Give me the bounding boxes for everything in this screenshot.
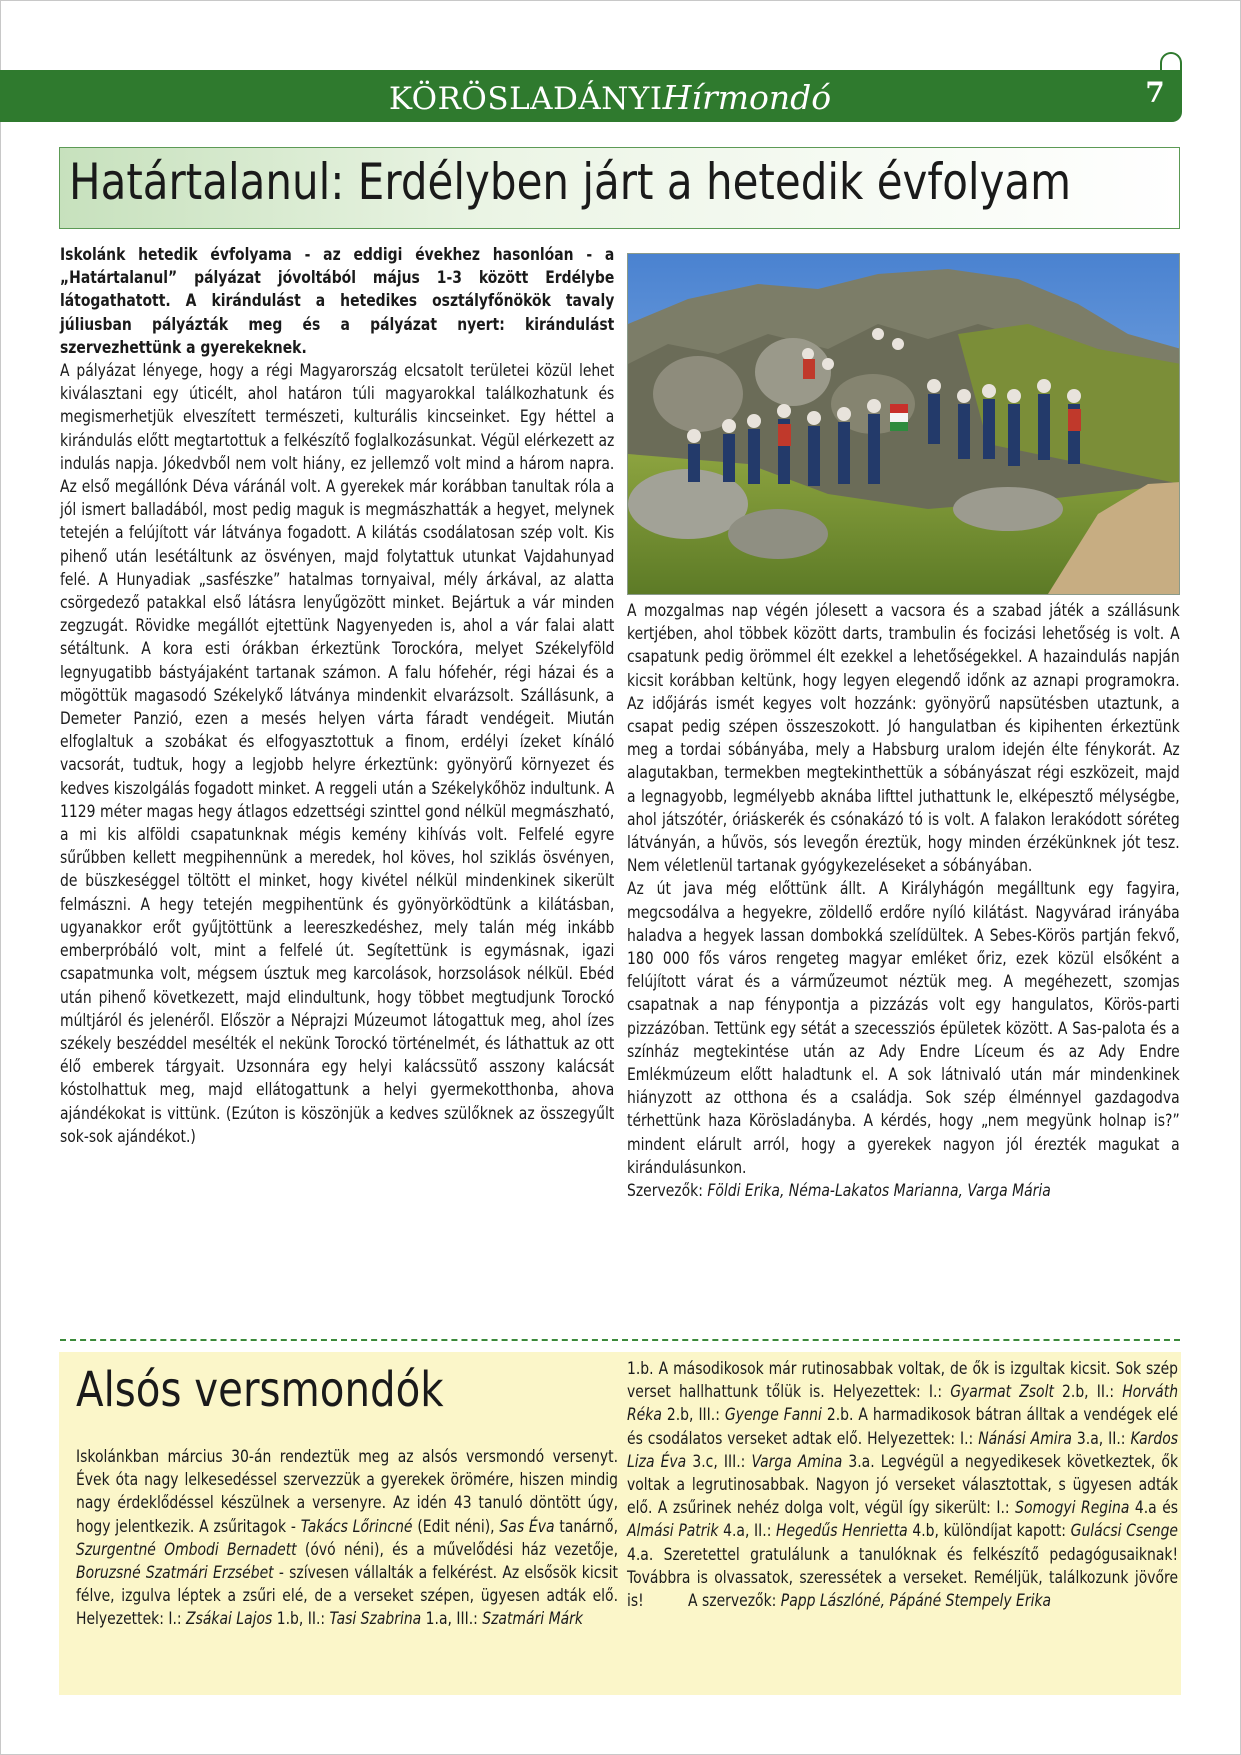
article-body-left: A pályázat lényege, hogy a régi Magyarország elcsatolt területei közül lehet kiválasztani egy úticélt, ahol határon túli magyarokkal találkozhatunk és megismerhetjük elveszített természeti, kulturális kincseinket. Egy héttel a kirándulás előtt megtartottuk a felkészítő foglalkozásunkat. Végül elérkezett az indulás napja. Jókedvből nem volt hiány, ez jellemző volt mind a három napra. Az első megállónk Déva váránál volt. A gyerekek már korábban tanultak róla a jól ismert balladából, most pedig maguk is megmászhatták a hegyet, melynek tetején a felújított vár látványa fogadott. A kilátás csodálatosan szép volt. Kis pihenő után lesétáltunk az ösvényen, majd folytattuk utunkat Vajdahunyad felé. A Hunyadiak „sasfészke” hatalmas tornyaival, mély árkával, az alatta csörgedező patakkal első látásra lenyűgözött minket. Bejártuk a vár minden zegzugát. Rövidke megállót ejtettünk Nagyenyeden is, ahol a vár falai alatt sétáltunk. A kora esti órákban érkeztünk Torockóra, melyet Székelyföld legnyugatibb bástyájaként tartanak számon. A falu hófehér, régi házai és a mögöttük magasodó Székelykő látványa mindenkit elvarázsolt. Szállásunk, a Demeter Panzió, ezen a mesés helyen várta fáradt vendégeit. Miután elfoglaltuk a szobákat és elfogyasztottuk a finom, erdélyi ízeket kínáló vacsorát, tudtuk, hogy a legjobb helyre érkeztünk: gyönyörű környezet és kedves kiszolgálás fogadott minket. A reggeli után a Székelykőhöz indultunk. A 1129 méter magas hegy átlagos edzettségi szinttel gond nélkül megmászható, a mi kis alföldi csapatunknak mégis kemény kihívás volt. Felfelé egyre sűrűbben kellett megpihennünk a meredek, hol köves, hol sziklás ösvényen, de büszkeséggel töltött el minket, hogy kivétel nélkül mindenkinek sikerült felmászni. A hegy tetején megpihentünk és gyönyörködtünk a kilátásban, ugyanakkor erőt gyűjtöttünk a leereszkedéshez, mely talán még inkább emberpróbáló volt, mint a felfelé út. Segítettünk is egymásnak, igazi csapatmunka volt, mégsem úsztuk meg karcolások, horzsolások nélkül. Ebéd után pihenő következett, majd elindultunk, hogy többet megtudjunk Torockó múltjáról és jelenéről. Először a Néprajzi Múzeumot látogattuk meg, ahol ízes székely beszéddel mesélték el nekünk Torockó történelmét, és láthattuk az ott élő emberek tárgyait. Uzsonnára egy helyi kalácssütő asszony kalácsát kóstolhattuk meg, majd ellátogattunk a helyi gyermekotthonba, ahova ajándékokat is vittünk. (Ezúton is köszönjük a kedves szülőknek az összegyűlt sok-sok ajándékot.) [60, 361, 615, 1147]
article-body-right-2: Az út java még előttünk állt. A Királyhágón megálltunk egy fagyira, megcsodálva a hegyekre, zöldellő erdőre nyíló kilátást. Nagyvárad irányába haladva a hegyek lassan dombokká szelídültek. A Sebes-Körös partján fekvő, 180 000 fős város rengeteg magyar emléket őriz, ezek közül elsőként a felújított várat és a várműzeumot néztük meg. A megéhezett, szomjas csapatnak a nap fénypontja a pizzázás volt egy hangulatos, Körös-parti pizzázóban. Tettünk egy sétát a szecessziós épületek között. A Sas-palota és a színház megtekintése után az Ady Endre Líceum és az Ady Endre Emlékmúzeum előtt haladtunk el. A sok látnivaló után már mindenkinek hiányzott az otthona és a családja. Sok szép élménnyel gazdagodva térhettünk haza Körösladányba. A kérdés, hogy „nem megyünk holnap is?” mindent elárult arról, hogy a gyerekek nagyon jól érezték magukat a kirándulásunkon. [627, 879, 1180, 1178]
article-lead: Iskolánk hetedik évfolyama - az eddigi évekhez hasonlóan - a „Határtalanul” pályázat jóvoltából május 1-3 között Erdélybe látogathatott. A kirándulást a hetedikes osztályfőnökök tavaly júliusban pályázták meg és a pályázat nyert: kirándulást szervezhettünk a gyerekeknek. [60, 245, 615, 358]
versmondo-left-column [76, 1446, 618, 1632]
section-divider [60, 1339, 1180, 1341]
page-number: 7 [1145, 76, 1165, 109]
versmondo-text-left: Iskolánkban március 30-án rendeztük meg az alsós versmondó versenyt. Évek óta nagy lelkesedéssel szervezzük a gyerekek örömére, hiszen mindig nagy érdeklődéssel készülnek a versenyre. Az idén 43 tanuló döntött úgy, hogy jelentkezik. A zsűritagok - Takács Lőrincné (Edit néni), Sas Éva tanárnő, Szurgentné Ombodi Bernadett (óvó néni), és a művelődési ház vezetője, Boruzsné Szatmári Erzsébet - szívesen vállalták a felkérést. Az elsősök kicsit félve, izgulva léptek a zsűri elé, de a verseket szépen, ügyesen adták elő. Helyezettek: I.: Zsákai Lajos 1.b, II.: Tasi Szabrina 1.a, III.: Szatmári Márk [76, 1447, 619, 1630]
masthead-title: KÖRÖSLADÁNYI [388, 81, 663, 117]
versmondo-text-right: 1.b. A másodikosok már rutinosabbak voltak, de ők is izgultak kicsit. Sok szép verset hallhattunk tőlük is. Helyezettek: I.: Gyarmat Zsolt 2.b, II.: Horváth Réka 2.b, III.: Gyenge Fanni 2.b. A harmadikosok bátran álltak a vendégek elé és csodálatos verseket adtak elő. Helyezettek: I.: Nánási Amira 3.a, II.: Kardos Liza Éva 3.c, III.: Varga Amina 3.a. Legvégül a negyedikesek következtek, ők voltak a legrutinosabbak. Nagyon jó verseket választottak, s ügyesen adták elő. A zsűrinek nehéz dolga volt, végül így sikerült: I.: Somogyi Regina 4.a és Almási Patrik 4.a, II.: Hegedűs Henrietta 4.b, különdíjat kapott: Gulácsi Csenge 4.a. Szeretettel gratulálunk a tanulóknak és felkészítő pedagógusaiknak! Továbbra is olvassatok, szeressétek a verseket. Reméljük, találkozunk jövőre is! A szervezők: Papp Lászlóné, Pápáné Stempely Erika [627, 1359, 1179, 1612]
article-right-column [627, 600, 1180, 1203]
article-left-column [60, 244, 614, 1149]
article-title: Határtalanul: Erdélyben járt a hetedik évfolyam [69, 153, 1072, 211]
article-body-right-1: A mozgalmas nap végén jólesett a vacsora és a szabad játék a szállásunk kertjében, ahol többek között darts, trambulin és focizási lehetőség is volt. A csapatunk pedig örömmel élt ezekkel a lehetőségekkel. A hazaindulás napján kicsit korábban keltünk, hogy legyen elegendő időnk az aznapi programokra. Az időjárás ismét kegyes volt hozzánk: gyönyörű napsütésben utaztunk, a csapat pedig szépen összeszokott. Jó hangulatban és kipihenten érkeztünk meg a tordai sóbányába, mely a Habsburg uralom idején élte fénykorát. Az alagutakban, termekben megtekinthettük a sóbányászat régi eszközeit, majd a legnagyobb, legmélyebb aknába lifttel juthattunk le, elképesztő mélységbe, ahol játszótér, óriáskerék és csónakázó tó is volt. A falakon lerakódott sóréteg látványán, a hűvös, sós levegőn éreztük, hogy minden érzékünknek jót tesz. Nem véletlenül tartanak gyógykezeléseket a sóbányában. [627, 601, 1180, 877]
masthead [0, 78, 1220, 117]
versmondo-organizers-names: Papp Lászlóné, Pápáné Stempely Erika [780, 1591, 1052, 1612]
organizers-label: Szervezők: [627, 1181, 708, 1202]
group-photo-icon [627, 253, 1180, 595]
photo-illustration [628, 254, 1180, 595]
article-title-box [59, 147, 1180, 229]
article-organizers [627, 1180, 1180, 1203]
organizers-names: Földi Erika, Néma-Lakatos Marianna, Varga Mária [707, 1181, 1051, 1202]
versmondo-title: Alsós versmondók [76, 1362, 444, 1418]
versmondo-right-column [627, 1358, 1178, 1613]
masthead-script: Hírmondó [662, 78, 832, 117]
versmondo-organizers-label: A szervezők: [688, 1591, 781, 1612]
page-curl-icon [1160, 52, 1182, 70]
